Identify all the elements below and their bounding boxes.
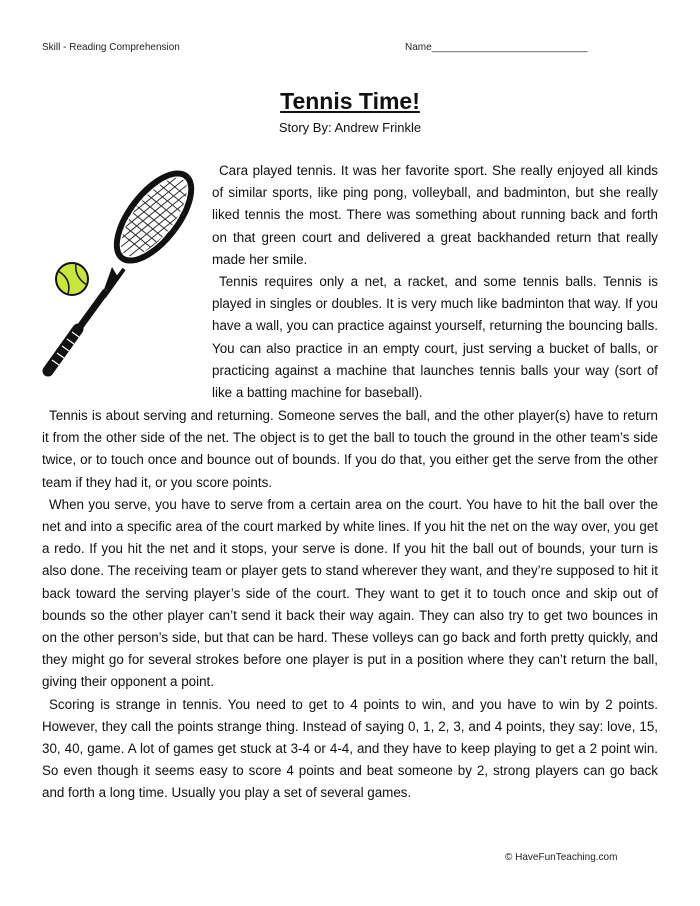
page-title (0, 88, 700, 115)
story-paragraph: Cara played tennis. It was her favorite sport. She really enjoyed all kinds of similar sports, like ping pong, volleyball, and badminton, but she really liked tennis the most. There was something about running back and forth on that green court and delivered a great backhanded return that really made her smile. (212, 163, 658, 267)
skill-label: Skill - Reading Comprehension (42, 42, 180, 53)
story-paragraph: Tennis requires only a net, a racket, and some tennis balls. Tennis is played in singles or doubles. It is very much like badminton that way. If you have a wall, you can practice against yourself, returning the bouncing balls. You can also practice in an empty court, just serving a bucket of balls, or practicing against a machine that launches tennis balls your way (sort of like a batting machine for baseball). (212, 274, 658, 401)
story-paragraph: Scoring is strange in tennis. You need to get to 4 points to win, and you have to win by 2 points. However, they call the points strange thing. Instead of saying 0, 1, 2, 3, and 4 points, they say: love, 15, 30, 40, game. A lot of games get stuck at 3-4 or 4-4, and they have to keep playing to get a 2 point win. So even though it seems easy to score 4 points and beat someone by 2, strong players can go back and forth a long time. Usually you play a set of several games. (42, 696, 658, 801)
story-paragraph: Tennis is about serving and returning. Someone serves the ball, and the other player(s) have to return it from the other side of the net. The object is to get the ball to touch the ground in the other team’s side twice, or to touch once and bounce out of bounds. If you do that, you either get the serve from the other team if they had it, or you score points. (42, 408, 658, 490)
byline: Story By: Andrew Frinkle (278, 120, 422, 135)
worksheet-header (42, 42, 658, 56)
title-text: Tennis Time! (280, 88, 420, 114)
story-text (42, 405, 658, 805)
tennis-racket-and-ball-icon (34, 155, 204, 395)
story-paragraph: When you serve, you have to serve from a certain area on the court. You have to hit the ball over the net and into a specific area of the court marked by white lines. If you hit the net on the way over, you get a redo. If you hit the net and it stops, your serve is done. If you hit the ball out of bounds, your turn is also done. The receiving team or player gets to stand wherever they want, and they’re supposed to hit it back toward the serving player’s side of the court. They want to get it to touch once and skip out of bounds so the other player can’t send it back their way again. They can also try to get two bounces in on the other person’s side, but that can be hard. These volleys can go back and forth pretty quickly, and they might go for several strokes before one player is put in a position where they can’t return the ball, giving their opponent a point. (42, 496, 658, 690)
copyright-footer: © HaveFunTeaching.com (505, 852, 618, 863)
name-field[interactable]: Name____________________________ (405, 42, 588, 53)
story-text-wrapped (212, 160, 658, 404)
